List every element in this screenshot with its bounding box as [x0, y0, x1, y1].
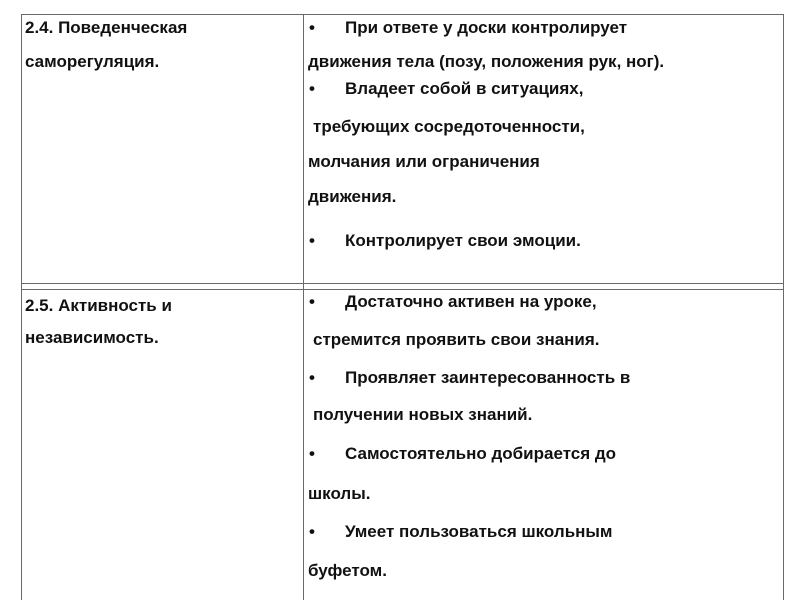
- row-separator: [21, 283, 784, 284]
- bullet-icon: •: [309, 444, 315, 463]
- bullet-icon: •: [309, 231, 315, 250]
- bullet-icon: •: [309, 368, 315, 387]
- content-line: Достаточно активен на уроке,: [345, 292, 597, 311]
- column-divider: [303, 14, 304, 600]
- content-line: движения тела (позу, положения рук, ног).: [308, 52, 665, 71]
- content-line: Проявляет заинтересованность в: [345, 368, 631, 387]
- content-line: молчания или ограничения: [308, 152, 540, 171]
- bullet-icon: •: [309, 522, 315, 541]
- bullet-icon: •: [309, 79, 315, 98]
- content-line: школы.: [308, 484, 371, 503]
- content-line: Самостоятельно добирается до: [345, 444, 617, 463]
- content-line: движения.: [308, 187, 397, 206]
- content-line: Контролирует свои эмоции.: [345, 231, 581, 250]
- row-label-line: независимость.: [25, 328, 159, 347]
- content-line: стремится проявить свои знания.: [313, 330, 600, 349]
- content-line: требующих сосредоточенности,: [313, 117, 585, 136]
- table-border-right: [783, 14, 784, 600]
- content-line: буфетом.: [308, 561, 387, 580]
- row-label-line: 2.5. Активность и: [25, 296, 172, 315]
- bullet-icon: •: [309, 18, 315, 37]
- content-line: Владеет собой в ситуациях,: [345, 79, 584, 98]
- row-separator-double: [21, 289, 784, 290]
- content-line: получении новых знаний.: [313, 405, 533, 424]
- row-label-line: саморегуляция.: [25, 52, 160, 71]
- table-border-left: [21, 14, 22, 600]
- content-line: Умеет пользоваться школьным: [345, 522, 613, 541]
- table-border-top: [21, 14, 784, 15]
- row-label-line: 2.4. Поведенческая: [25, 18, 188, 37]
- content-line: При ответе у доски контролирует: [345, 18, 628, 37]
- bullet-icon: •: [309, 292, 315, 311]
